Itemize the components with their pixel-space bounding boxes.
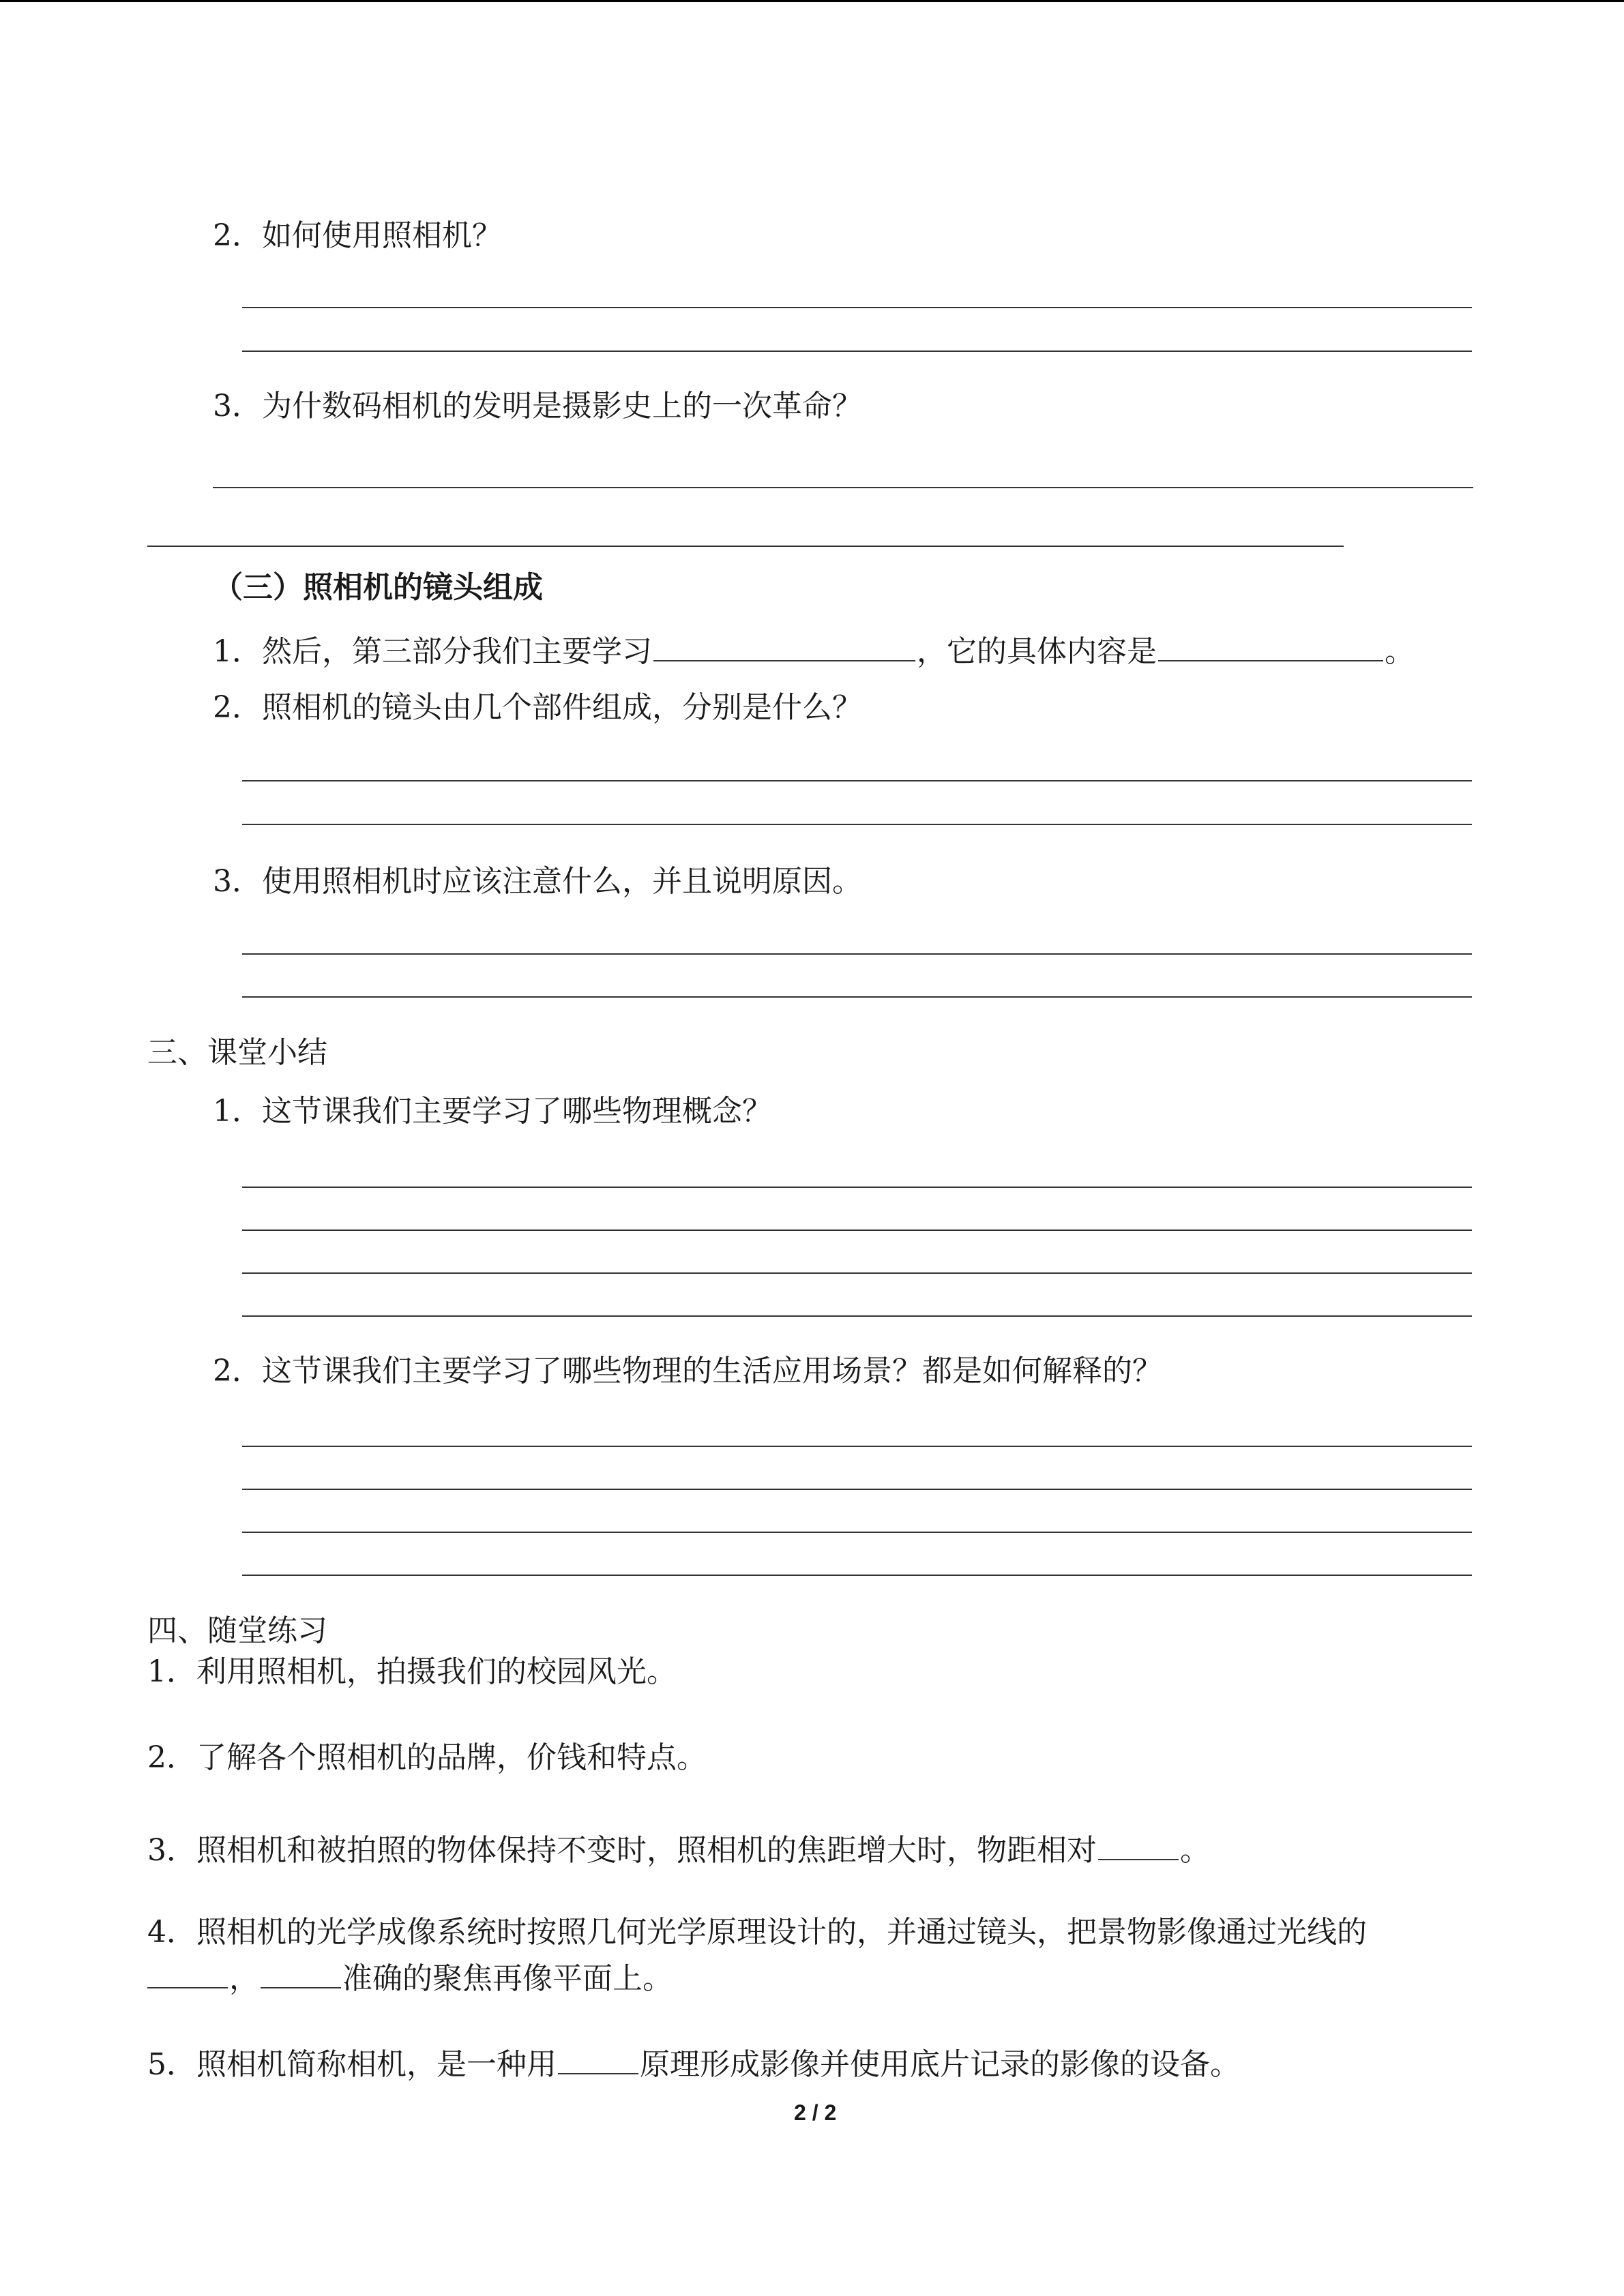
page-number: 2 / 2: [794, 2100, 837, 2125]
fill-blank[interactable]: [1158, 630, 1383, 661]
practice-item-1: 1．利用照相机，拍摄我们的校园风光。: [147, 1654, 677, 1689]
answer-line[interactable]: [242, 1229, 1472, 1231]
practice-item-4-line1: 4．照相机的光学成像系统时按照几何光学原理设计的，并通过镜头，把景物影像通过光线的: [147, 1915, 1367, 1950]
fill-blank[interactable]: [558, 2043, 638, 2074]
question-3-text: 3．为什数码相机的发明是摄影史上的一次革命？: [213, 389, 862, 423]
practice-item-3: [147, 1829, 1210, 1870]
q1-text-b: ，它的具体内容是: [917, 634, 1157, 669]
practice-item-2: 2．了解各个照相机的品牌，价钱和特点。: [147, 1740, 707, 1775]
fill-blank[interactable]: [653, 630, 915, 661]
answer-line[interactable]: [242, 351, 1472, 352]
answer-line[interactable]: [147, 546, 1344, 547]
section-heading-summary: 三、课堂小结: [147, 1035, 327, 1070]
summary-question-2: 2．这节课我们主要学习了哪些物理的生活应用场景？都是如何解释的？: [213, 1354, 1162, 1388]
q1-text-c: 。: [1385, 634, 1415, 669]
answer-line[interactable]: [242, 1315, 1472, 1317]
answer-line[interactable]: [242, 1489, 1472, 1490]
p5-text-b: 原理形成影像并使用底片记录的影像的设备。: [640, 2047, 1240, 2082]
answer-line[interactable]: [242, 1446, 1472, 1447]
fill-blank[interactable]: [261, 1957, 341, 1988]
answer-line[interactable]: [242, 780, 1472, 781]
answer-line[interactable]: [242, 996, 1472, 998]
section-heading-practice: 四、随堂练习: [147, 1613, 327, 1648]
answer-line[interactable]: [242, 824, 1472, 825]
part3-question-3: 3．使用照相机时应该注意什么，并且说明原因。: [213, 864, 862, 899]
q1-text-a: 1．然后，第三部分我们主要学习: [213, 634, 652, 669]
answer-line[interactable]: [242, 1272, 1472, 1274]
p3-text-a: 3．照相机和被拍照的物体保持不变时，照相机的焦距增大时，物距相对: [147, 1833, 1097, 1868]
fill-blank[interactable]: [1098, 1829, 1179, 1860]
practice-item-4-line2: [147, 1957, 673, 1998]
answer-line[interactable]: [242, 1187, 1472, 1188]
answer-line[interactable]: [242, 1575, 1472, 1576]
answer-line[interactable]: [213, 487, 1473, 488]
section-heading-lens: （三）照相机的镜头组成: [213, 570, 543, 605]
top-border: [0, 0, 1624, 2]
p4-text-a: ，: [229, 1961, 259, 1996]
p5-text-a: 5．照相机简称相机，是一种用: [147, 2047, 557, 2082]
answer-line[interactable]: [242, 1532, 1472, 1533]
answer-line[interactable]: [242, 307, 1472, 308]
part3-question-2: 2．照相机的镜头由几个部件组成，分别是什么？: [213, 690, 862, 725]
part3-question-1: [213, 630, 1415, 671]
p4-text-b: 准确的聚焦再像平面上。: [342, 1961, 673, 1996]
question-2-text: 2．如何使用照相机？: [213, 218, 502, 253]
fill-blank[interactable]: [147, 1957, 228, 1988]
answer-line[interactable]: [242, 953, 1472, 955]
p3-text-b: 。: [1180, 1833, 1210, 1868]
practice-item-5: [147, 2043, 1240, 2084]
summary-question-1: 1．这节课我们主要学习了哪些物理概念？: [213, 1094, 772, 1129]
